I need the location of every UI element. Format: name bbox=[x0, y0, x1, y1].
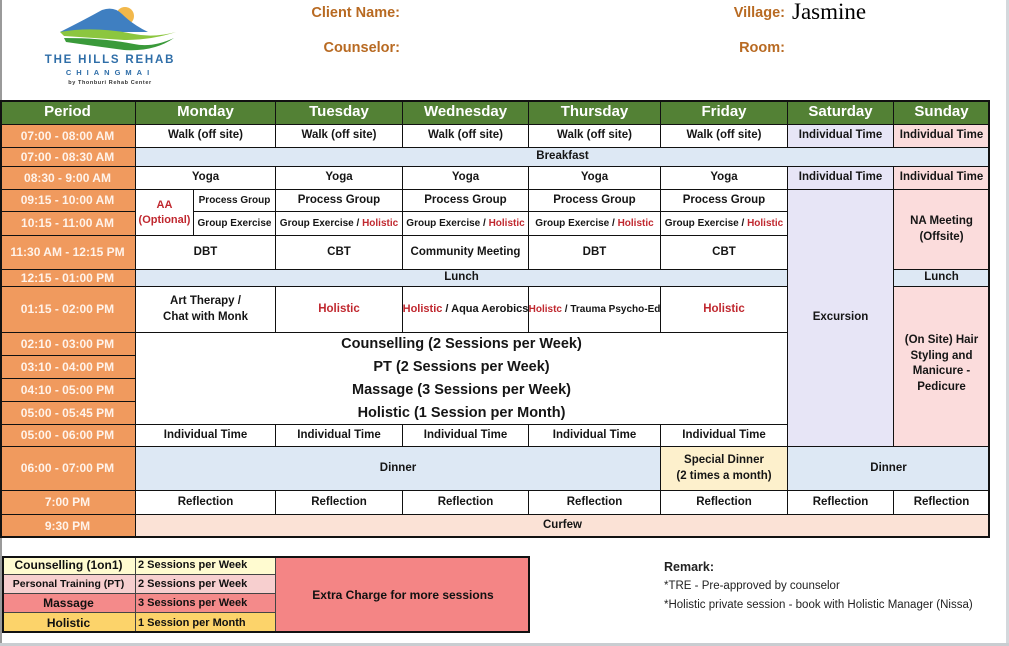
activity-walk: Walk (off site) bbox=[403, 125, 529, 148]
remark-item: *TRE - Pre-approved by counselor bbox=[664, 580, 840, 592]
activity-individual-time: Individual Time bbox=[788, 167, 894, 190]
period-cell: 07:00 - 08:30 AM bbox=[0, 148, 136, 167]
activity-reflection: Reflection bbox=[788, 491, 894, 515]
remark-item: *Holistic private session - book with Holistic Manager (Nissa) bbox=[664, 599, 973, 611]
activity-walk: Walk (off site) bbox=[276, 125, 403, 148]
activity-hair-styling: (On Site) Hair Styling and Manicure - Pedicure bbox=[894, 287, 990, 447]
column-header-saturday: Saturday bbox=[788, 100, 894, 125]
activity-community-meeting: Community Meeting bbox=[403, 236, 529, 270]
activity-walk: Walk (off site) bbox=[136, 125, 276, 148]
activity-holistic: Holistic bbox=[276, 287, 403, 333]
legend-service: Holistic bbox=[2, 613, 136, 633]
period-cell: 05:00 - 06:00 PM bbox=[0, 425, 136, 447]
period-cell: 9:30 PM bbox=[0, 515, 136, 538]
logo-subtitle: CHIANGMAI bbox=[65, 68, 155, 77]
aa-optional-label: (Optional) bbox=[138, 213, 191, 226]
activity-individual-time: Individual Time bbox=[403, 425, 529, 447]
activity-group-exercise-holistic: Group Exercise / Holistic bbox=[403, 212, 529, 236]
sessions-legend bbox=[2, 556, 530, 633]
column-header-period: Period bbox=[0, 100, 136, 125]
activity-process-group: Process Group bbox=[194, 190, 276, 212]
column-header-monday: Monday bbox=[136, 100, 276, 125]
activity-dbt: DBT bbox=[136, 236, 276, 270]
activity-aa-optional bbox=[136, 190, 194, 236]
activity-yoga: Yoga bbox=[661, 167, 788, 190]
column-header-friday: Friday bbox=[661, 100, 788, 125]
legend-service: Massage bbox=[2, 594, 136, 613]
period-cell: 01:15 - 02:00 PM bbox=[0, 287, 136, 333]
activity-yoga: Yoga bbox=[403, 167, 529, 190]
column-header-thursday: Thursday bbox=[529, 100, 661, 125]
counselor-label: Counselor: bbox=[323, 40, 400, 56]
activity-process-group: Process Group bbox=[661, 190, 788, 212]
logo-title: THE HILLS REHAB bbox=[44, 54, 176, 66]
activity-individual-time: Individual Time bbox=[894, 125, 990, 148]
activity-curfew: Curfew bbox=[136, 515, 990, 538]
activity-group-exercise-holistic: Group Exercise / Holistic bbox=[276, 212, 403, 236]
activity-dinner-weekend: Dinner bbox=[788, 447, 990, 491]
activity-individual-time: Individual Time bbox=[894, 167, 990, 190]
activity-individual-time: Individual Time bbox=[788, 125, 894, 148]
activity-dinner: Dinner bbox=[136, 447, 661, 491]
period-cell: 03:10 - 04:00 PM bbox=[0, 356, 136, 379]
aa-label: AA bbox=[156, 198, 173, 211]
logo-tagline: by Thonburi Rehab Center bbox=[68, 80, 152, 86]
activity-reflection: Reflection bbox=[894, 491, 990, 515]
session-massage: Massage (3 Sessions per Week) bbox=[352, 381, 571, 398]
column-header-tuesday: Tuesday bbox=[276, 100, 403, 125]
activity-special-dinner: Special Dinner (2 times a month) bbox=[661, 447, 788, 491]
activity-lunch: Lunch bbox=[136, 270, 788, 287]
logo bbox=[24, 2, 196, 94]
period-cell: 04:10 - 05:00 PM bbox=[0, 379, 136, 402]
village-label: Village: bbox=[733, 5, 785, 21]
activity-cbt: CBT bbox=[276, 236, 403, 270]
extra-charge-note: Extra Charge for more sessions bbox=[276, 556, 530, 633]
legend-frequency: 3 Sessions per Week bbox=[136, 594, 276, 613]
activity-process-group: Process Group bbox=[529, 190, 661, 212]
activity-individual-time: Individual Time bbox=[276, 425, 403, 447]
room-label: Room: bbox=[739, 40, 785, 56]
activity-reflection: Reflection bbox=[661, 491, 788, 515]
period-cell: 12:15 - 01:00 PM bbox=[0, 270, 136, 287]
activity-walk: Walk (off site) bbox=[529, 125, 661, 148]
legend-service: Personal Training (PT) bbox=[2, 575, 136, 594]
period-cell: 11:30 AM - 12:15 PM bbox=[0, 236, 136, 270]
session-holistic: Holistic (1 Session per Month) bbox=[357, 404, 566, 421]
legend-frequency: 2 Sessions per Week bbox=[136, 556, 276, 575]
activity-art-therapy: Art Therapy / Chat with Monk bbox=[136, 287, 276, 333]
legend-frequency: 1 Session per Month bbox=[136, 613, 276, 633]
activity-reflection: Reflection bbox=[136, 491, 276, 515]
activity-holistic-trauma-psycho-ed: Holistc / Trauma Psycho-Ed bbox=[529, 287, 661, 333]
period-cell: 10:15 - 11:00 AM bbox=[0, 212, 136, 236]
activity-yoga: Yoga bbox=[529, 167, 661, 190]
period-cell: 08:30 - 9:00 AM bbox=[0, 167, 136, 190]
period-cell: 05:00 - 05:45 PM bbox=[0, 402, 136, 425]
activity-individual-time: Individual Time bbox=[136, 425, 276, 447]
activity-holistic: Holistic bbox=[661, 287, 788, 333]
activity-reflection: Reflection bbox=[529, 491, 661, 515]
client-name-label: Client Name: bbox=[311, 5, 400, 21]
activity-yoga: Yoga bbox=[276, 167, 403, 190]
legend-frequency: 2 Sessions per Week bbox=[136, 575, 276, 594]
period-cell: 09:15 - 10:00 AM bbox=[0, 190, 136, 212]
activity-group-exercise: Group Exercise bbox=[194, 212, 276, 236]
activity-yoga: Yoga bbox=[136, 167, 276, 190]
session-counselling: Counselling (2 Sessions per Week) bbox=[341, 335, 582, 352]
activity-holistic-aqua-aerobics: Holistic / Aqua Aerobics bbox=[403, 287, 529, 333]
column-header-wednesday: Wednesday bbox=[403, 100, 529, 125]
activity-na-meeting: NA Meeting (Offsite) bbox=[894, 190, 990, 270]
activity-reflection: Reflection bbox=[403, 491, 529, 515]
activity-process-group: Process Group bbox=[403, 190, 529, 212]
period-cell: 7:00 PM bbox=[0, 491, 136, 515]
activity-group-exercise-holistic: Group Exercise / Holistic bbox=[529, 212, 661, 236]
weekly-schedule-table bbox=[0, 100, 990, 538]
column-header-sunday: Sunday bbox=[894, 100, 990, 125]
period-cell: 07:00 - 08:00 AM bbox=[0, 125, 136, 148]
legend-service: Counselling (1on1) bbox=[2, 556, 136, 575]
period-cell: 06:00 - 07:00 PM bbox=[0, 447, 136, 491]
activity-reflection: Reflection bbox=[276, 491, 403, 515]
activity-excursion: Excursion bbox=[788, 190, 894, 447]
activity-cbt: CBT bbox=[661, 236, 788, 270]
activity-individual-time: Individual Time bbox=[661, 425, 788, 447]
hills-logo-icon bbox=[24, 2, 196, 54]
activity-walk: Walk (off site) bbox=[661, 125, 788, 148]
activity-sessions-block bbox=[136, 333, 788, 425]
activity-lunch-sunday: Lunch bbox=[894, 270, 990, 287]
remark-title: Remark: bbox=[664, 560, 715, 574]
village-value: Jasmine bbox=[792, 0, 867, 24]
session-pt: PT (2 Sessions per Week) bbox=[373, 358, 550, 375]
activity-breakfast: Breakfast bbox=[136, 148, 990, 167]
period-cell: 02:10 - 03:00 PM bbox=[0, 333, 136, 356]
activity-group-exercise-holistic: Group Exercise / Holistic bbox=[661, 212, 788, 236]
activity-process-group: Process Group bbox=[276, 190, 403, 212]
activity-individual-time: Individual Time bbox=[529, 425, 661, 447]
activity-dbt: DBT bbox=[529, 236, 661, 270]
